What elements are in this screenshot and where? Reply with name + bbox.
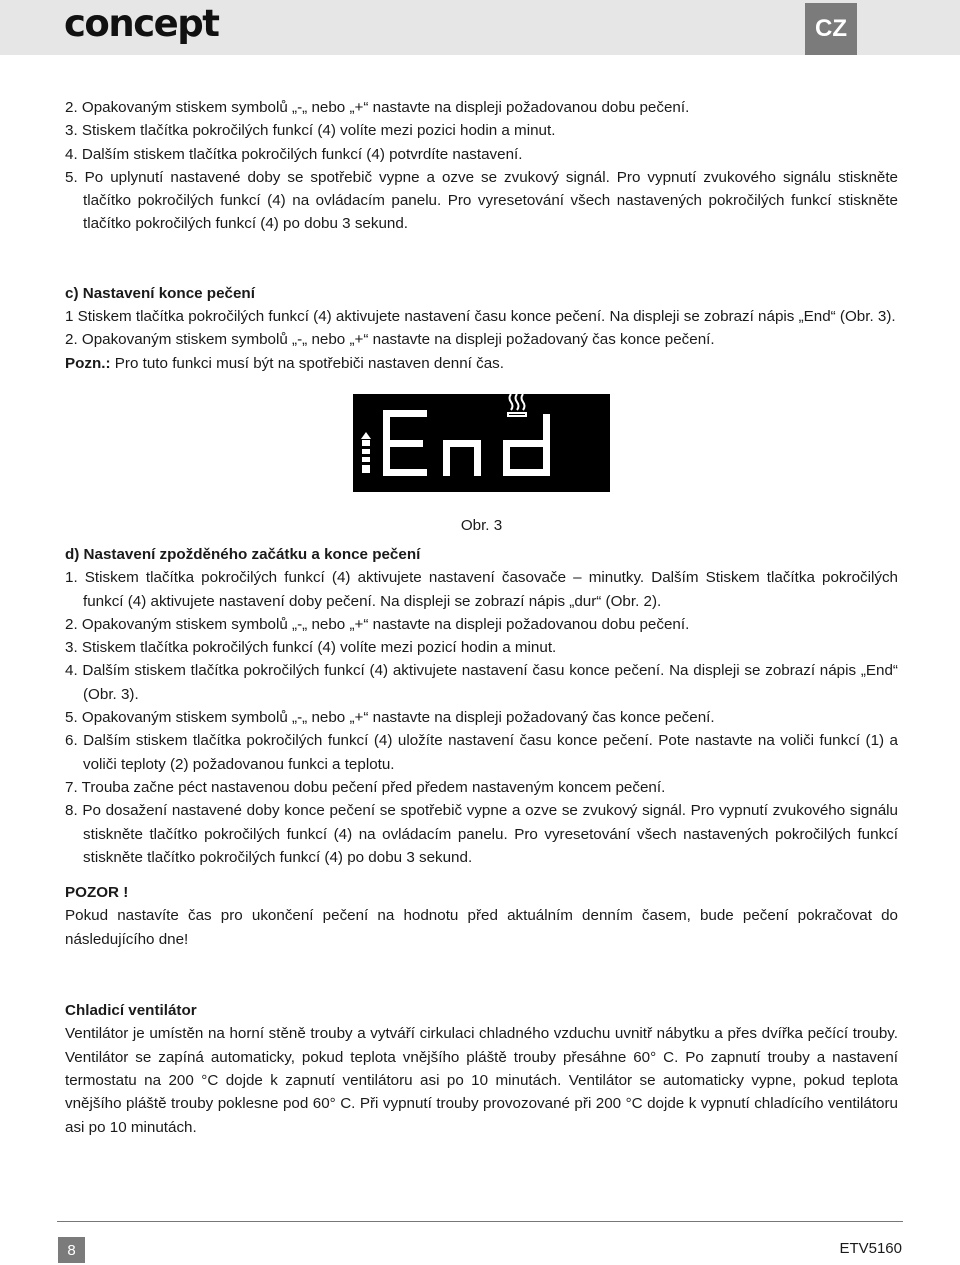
list-item: 8. Po dosažení nastavené doby konce pečení se spotřebič vypne a ozve se zvukový signál. Pro vypnutí zvukového signálu stiskněte tlačítko pokročilých funkcí (4) na ovládacím panelu. Pro vyresetování všech nastavených pokročilých funkcí stiskněte tlačítko pokročilých funkcí (4) po dobu 3 sekund.: [65, 802, 898, 866]
brand-logo: concept: [64, 2, 219, 45]
page-number: 8: [58, 1237, 85, 1263]
list-item: 2. Opakovaným stiskem symbolů „-„ nebo „+“ nastavte na displeji požadovanou dobu pečení.: [65, 99, 690, 116]
page-content: [65, 96, 898, 1139]
note: [65, 352, 898, 375]
list-item: 7. Trouba začne péct nastavenou dobu pečení před předem nastaveným koncem pečení.: [65, 778, 666, 796]
segment-letter-d: [503, 414, 550, 476]
list-item: 2. Opakovaným stiskem symbolů „-„ nebo „+“ nastavte na displeji požadovaný čas konce pečení.: [65, 331, 715, 349]
auto-indicator-icon: [361, 432, 371, 473]
section-c-title: c) Nastavení konce pečení: [65, 284, 255, 302]
list-item: 1. Stiskem tlačítka pokročilých funkcí (4) aktivujete nastavení časovače – minutky. Dalším Stiskem tlačítka pokročilých funkcí (4) aktivujete nastavení doby pečení. Na displeji se zobrazí nápis „dur“ (Obr. 2).: [65, 569, 898, 610]
warning-title: POZOR !: [65, 884, 129, 902]
fan-text: Ventilátor je umístěn na horní stěně trouby a vytváří cirkulaci chladného vzduchu uvnitř nábytku a přes dvířka pečící trouby. Ventilátor se zapíná automaticky, pokud teplota vnějšího pláště trouby přesáhne 60° C. Po zapnutí trouby a nastavení termostatu na 200 °C dojde k zapnutí ventilátoru asi po 10 minutách. Ventilátor se automaticky vypne, pokud teplota vnějšího pláště trouby poklesne pod 60° C. Při vypnutí trouby provozované při 200 °C dojde k vypnutí chladícího ventilátoru asi po 10 minutách.: [65, 1025, 898, 1136]
section-b-list: [65, 96, 898, 236]
note-text: Pro tuto funkci musí být na spotřebiči nastaven denní čas.: [110, 354, 504, 372]
list-item: 4. Dalším stiskem tlačítka pokročilých funkcí (4) potvrdíte nastavení.: [65, 145, 523, 163]
figure-caption: Obr. 3: [460, 516, 503, 534]
list-item: 6. Dalším stiskem tlačítka pokročilých funkcí (4) uložíte nastavení času konce pečení. Pote nastavte na voliči funkcí (1) a voliči teploty (2) požadovanou funkci a teplotu.: [65, 732, 898, 773]
display-panel: [353, 394, 610, 492]
display-svg: [353, 394, 610, 492]
list-item: 3. Stiskem tlačítka pokročilých funkcí (4) volíte mezi pozici hodin a minut.: [65, 122, 556, 140]
warning-text: Pokud nastavíte čas pro ukončení pečení na hodnotu před aktuálním denním časem, bude pečení pokračovat do následujícího dne!: [65, 907, 898, 948]
section-d-title: d) Nastavení zpožděného začátku a konce pečení: [65, 545, 421, 563]
list-item: 3. Stiskem tlačítka pokročilých funkcí (4) volíte mezi pozicí hodin a minut.: [65, 639, 557, 657]
segment-letter-e: [383, 410, 427, 476]
list-item: 4. Dalším stiskem tlačítka pokročilých funkcí (4) aktivujete nastavení času konce pečení. Na displeji se zobrazí nápis „End“ (Obr. 3).: [65, 662, 898, 703]
list-item: 5. Opakovaným stiskem symbolů „-„ nebo „+“ nastavte na displeji požadovaný čas konce pečení.: [65, 709, 715, 727]
segment-letter-n: [443, 440, 481, 476]
footer-divider: [57, 1221, 903, 1222]
list-item: 2. Opakovaným stiskem symbolů „-„ nebo „+“ nastavte na displeji požadovanou dobu pečení.: [65, 615, 690, 633]
fan-title: Chladicí ventilátor: [65, 1002, 197, 1020]
heat-icon: [508, 394, 526, 416]
figure-3: [65, 375, 898, 543]
list-item: 1 Stiskem tlačítka pokročilých funkcí (4) aktivujete nastavení času konce pečení. Na displeji se zobrazí nápis „End“ (Obr. 3).: [65, 308, 896, 326]
list-item: 5. Po uplynutí nastavené doby se spotřebič vypne a ozve se zvukový signál. Pro vypnutí zvukového signálu stiskněte tlačítko pokročilých funkcí (4) na ovládacím panelu. Pro vyresetování všech nastavených pokročilých funkcí stiskněte tlačítko pokročilých funkcí (4) po dobu 3 sekund.: [65, 168, 898, 233]
note-label: Pozn.:: [65, 354, 111, 372]
model-number: ETV5160: [839, 1240, 902, 1257]
section-d-list: [65, 566, 898, 869]
language-badge: CZ: [805, 3, 857, 55]
